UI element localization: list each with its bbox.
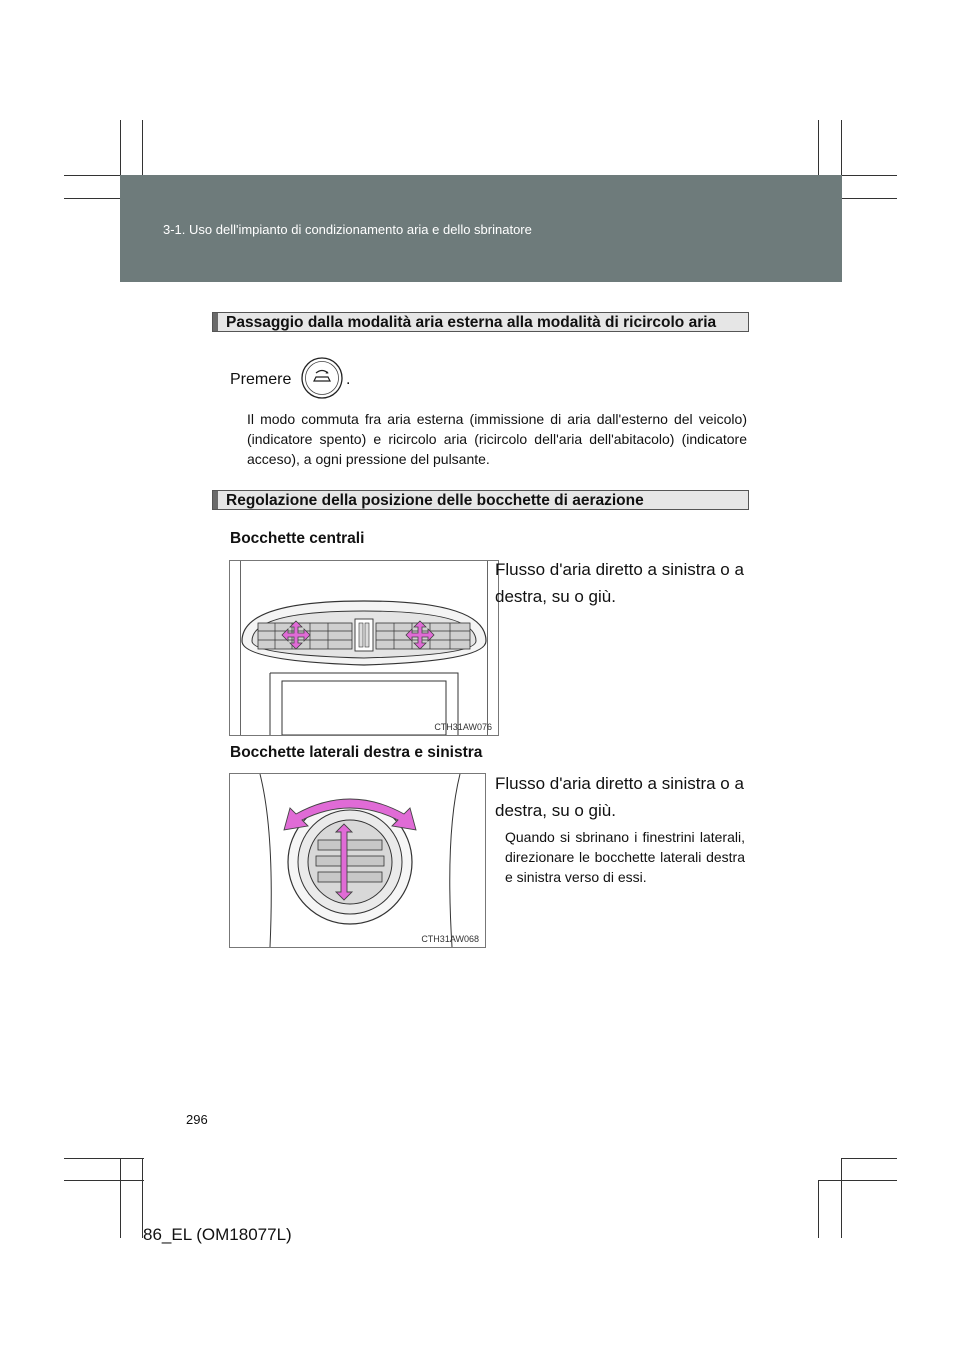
press-suffix: . xyxy=(346,371,351,388)
central-vents-figure xyxy=(229,560,499,736)
press-label: Premere xyxy=(230,371,292,388)
section-accent xyxy=(213,313,218,331)
lateral-vents-heading: Bocchette laterali destra e sinistra xyxy=(230,744,483,761)
crop-mark xyxy=(818,1180,897,1181)
central-vents-illustration xyxy=(230,561,498,735)
lateral-vents-note: Quando si sbrinano i finestrini laterali, direzionare le bocchette laterali destra e sinistra verso di essi. xyxy=(505,829,745,885)
section-title: Regolazione della posizione delle bocchette di aerazione xyxy=(226,492,644,509)
central-vents-text: Flusso d'aria diretto a sinistra o a destra, su o giù. xyxy=(495,560,744,606)
figure-code: CTH31AW076 xyxy=(434,722,492,732)
section-accent xyxy=(213,491,218,509)
crop-mark xyxy=(841,1158,897,1159)
figure-code: CTH31AW068 xyxy=(421,934,479,944)
lateral-vents-figure xyxy=(229,773,486,948)
section-title: Passaggio dalla modalità aria esterna alla modalità di ricircolo aria xyxy=(226,314,717,331)
central-vents-heading: Bocchette centrali xyxy=(230,530,365,547)
crop-mark xyxy=(64,1180,144,1181)
section-title-bar xyxy=(212,490,749,510)
crop-mark xyxy=(64,1158,144,1159)
crop-mark xyxy=(120,1158,121,1238)
lateral-vents-illustration xyxy=(230,774,485,947)
mode-description: Il modo commuta fra aria esterna (immissione di aria dall'esterno del veicolo) (indicatore spento) e ricircolo aria (ricircolo dell'aria dell'abitacolo) (indicatore acceso), a ogni pressione del pulsante. xyxy=(247,411,747,467)
recirculation-button-icon xyxy=(300,356,344,400)
page-number: 296 xyxy=(186,1112,208,1127)
crop-mark xyxy=(841,1158,842,1238)
breadcrumb: 3-1. Uso dell'impianto di condizionamento aria e dello sbrinatore xyxy=(163,222,532,237)
lateral-vents-text: Flusso d'aria diretto a sinistra o a destra, su o giù. xyxy=(495,774,744,820)
section-title-bar xyxy=(212,312,749,332)
crop-mark xyxy=(818,1180,819,1238)
document-code: 86_EL (OM18077L) xyxy=(143,1225,292,1244)
